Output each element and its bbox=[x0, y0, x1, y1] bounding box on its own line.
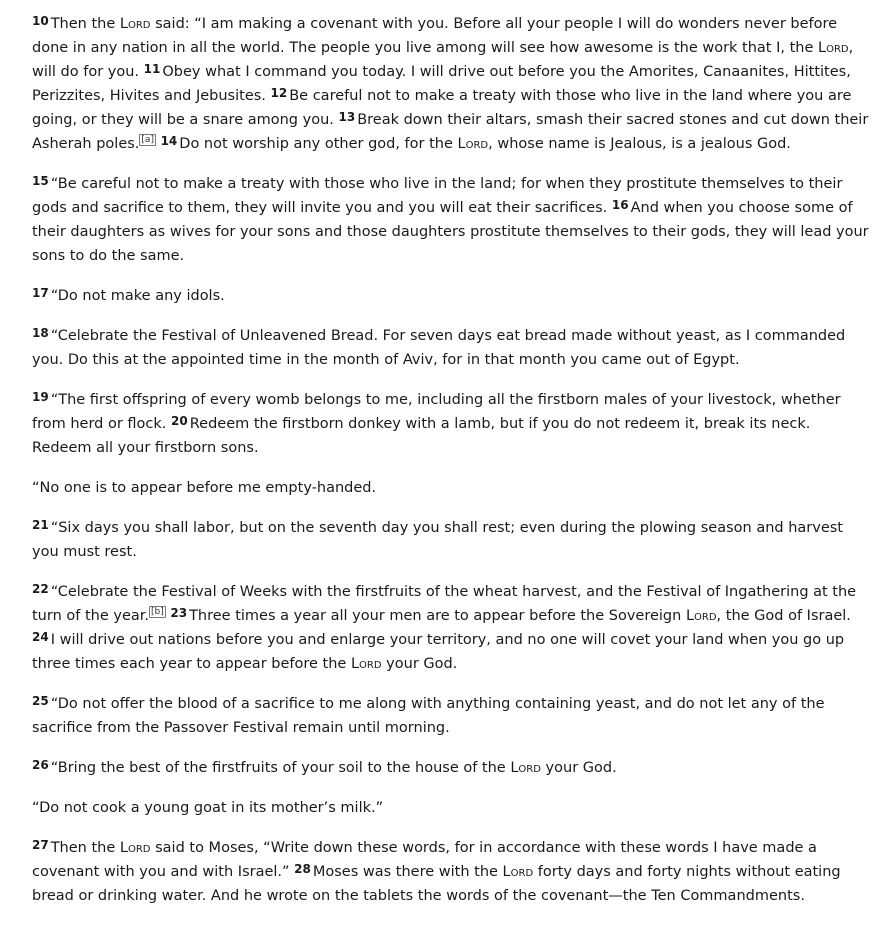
verse-text: “Celebrate the Festival of Unleavened Bread. For seven days eat bread made without yeast, as I commanded you. Do this at the appointed time in the month of Aviv, for in that month you came out of Egypt. bbox=[32, 328, 846, 368]
verse-number: 15 bbox=[32, 174, 49, 188]
verse-number: 23 bbox=[170, 606, 188, 620]
verse-text: “Bring the best of the firstfruits of your soil to the house of the bbox=[50, 760, 511, 776]
verse-text: Obey what I command you today. I will drive out before you the Amorites, Canaanites, Hittites, Perizzites, Hivites and Jebusites. bbox=[32, 64, 851, 104]
paragraph bbox=[32, 284, 874, 308]
paragraph bbox=[32, 172, 874, 268]
verse-text: said: “I am making a covenant with you. Before all your people I will do wonders never before done in any nation in all the world. The people you live among will see how awesome is the work that I, the bbox=[32, 16, 838, 56]
verse-number: 22 bbox=[32, 582, 49, 596]
verse-text: And when you choose some of their daughters as wives for your sons and those daughters prostitute themselves to their gods, they will lead your sons to do the same. bbox=[32, 200, 869, 264]
paragraph bbox=[32, 388, 874, 460]
verse-text: Do not worship any other god, for the bbox=[179, 136, 458, 152]
verse-text: forty days and forty nights without eating bread or drinking water. And he wrote on the tablets the words of the covenant—the Ten Commandments. bbox=[32, 864, 841, 904]
divine-name: Lord bbox=[457, 136, 489, 152]
verse-text: , will do for you. bbox=[32, 40, 854, 80]
divine-name: Lord bbox=[119, 840, 151, 856]
verse-number: 25 bbox=[32, 694, 49, 708]
verse-number: 12 bbox=[270, 86, 288, 100]
divine-name: Lord bbox=[510, 760, 541, 776]
verse-text: “Six days you shall labor, but on the seventh day you shall rest; even during the plowing season and harvest you must rest. bbox=[32, 520, 843, 560]
verse-text: , whose name is Jealous, is a jealous God. bbox=[488, 136, 791, 152]
divine-name: Lord bbox=[119, 16, 151, 32]
verse-text: Three times a year all your men are to appear before the Sovereign bbox=[189, 608, 686, 624]
verse-text bbox=[156, 136, 161, 152]
verse-number: 26 bbox=[32, 758, 49, 772]
verse-number: 24 bbox=[32, 630, 49, 644]
verse-number: 13 bbox=[338, 110, 356, 124]
paragraph bbox=[32, 476, 874, 500]
verse-number: 28 bbox=[294, 862, 311, 876]
verse-text: “The first offspring of every womb belongs to me, including all the firstborn males of your livestock, whether from herd or flock. bbox=[32, 392, 841, 432]
verse-text: Then the bbox=[50, 16, 120, 32]
footnote-link[interactable]: [a] bbox=[141, 135, 154, 145]
footnote-link[interactable]: [b] bbox=[151, 607, 164, 617]
paragraph bbox=[32, 580, 874, 676]
paragraph bbox=[32, 12, 874, 156]
verse-text: “Do not cook a young goat in its mother’s milk.” bbox=[32, 800, 384, 816]
paragraph bbox=[32, 516, 874, 564]
divine-name: Lord bbox=[502, 864, 534, 880]
verse-number: 21 bbox=[32, 518, 49, 532]
verse-text: , the God of Israel. bbox=[716, 608, 851, 624]
paragraph bbox=[32, 796, 874, 820]
verse-text: I will drive out nations before you and enlarge your territory, and no one will covet your land when you go up three times each year to appear before the bbox=[32, 632, 845, 672]
verse-text: “Do not make any idols. bbox=[50, 288, 225, 304]
verse-number: 19 bbox=[32, 390, 49, 404]
verse-text: “Be careful not to make a treaty with those who live in the land; for when they prostitute themselves to their gods and sacrifice to them, they will invite you and you will eat their sacrifices. bbox=[32, 176, 843, 216]
verse-text: Then the bbox=[50, 840, 120, 856]
verse-number: 18 bbox=[32, 326, 49, 340]
paragraph bbox=[32, 692, 874, 740]
divine-name: Lord bbox=[818, 40, 849, 56]
divine-name: Lord bbox=[685, 608, 717, 624]
divine-name: Lord bbox=[350, 656, 382, 672]
verse-number: 10 bbox=[32, 14, 49, 28]
verse-number: 14 bbox=[160, 134, 178, 148]
verse-text: Break down their altars, smash their sacred stones and cut down their Asherah poles. bbox=[32, 112, 869, 152]
verse-number: 20 bbox=[171, 414, 188, 428]
verse-text: Redeem the firstborn donkey with a lamb, but if you do not redeem it, break its neck. Redeem all your firstborn sons. bbox=[32, 416, 811, 456]
verse-text: your God. bbox=[381, 656, 458, 672]
verse-number: 17 bbox=[32, 286, 49, 300]
verse-text: “Do not offer the blood of a sacrifice to me along with anything containing yeast, and do not let any of the sacrifice from the Passover Festival remain until morning. bbox=[32, 696, 825, 736]
verse-text: Moses was there with the bbox=[312, 864, 503, 880]
paragraph bbox=[32, 324, 874, 372]
verse-text: “No one is to appear before me empty-handed. bbox=[32, 480, 377, 496]
verse-text: Be careful not to make a treaty with those who live in the land where you are going, or they will be a snare among you. bbox=[32, 88, 852, 128]
paragraph bbox=[32, 836, 874, 908]
verse-text: said to Moses, “Write down these words, for in accordance with these words I have made a covenant with you and with Israel.” bbox=[32, 840, 817, 880]
verse-text: your God. bbox=[540, 760, 617, 776]
verse-text: “Celebrate the Festival of Weeks with the firstfruits of the wheat harvest, and the Festival of Ingathering at the turn of the year. bbox=[32, 584, 857, 624]
verse-number: 27 bbox=[32, 838, 49, 852]
verse-number: 11 bbox=[143, 62, 161, 76]
paragraph bbox=[32, 756, 874, 780]
verse-number: 16 bbox=[611, 198, 629, 212]
